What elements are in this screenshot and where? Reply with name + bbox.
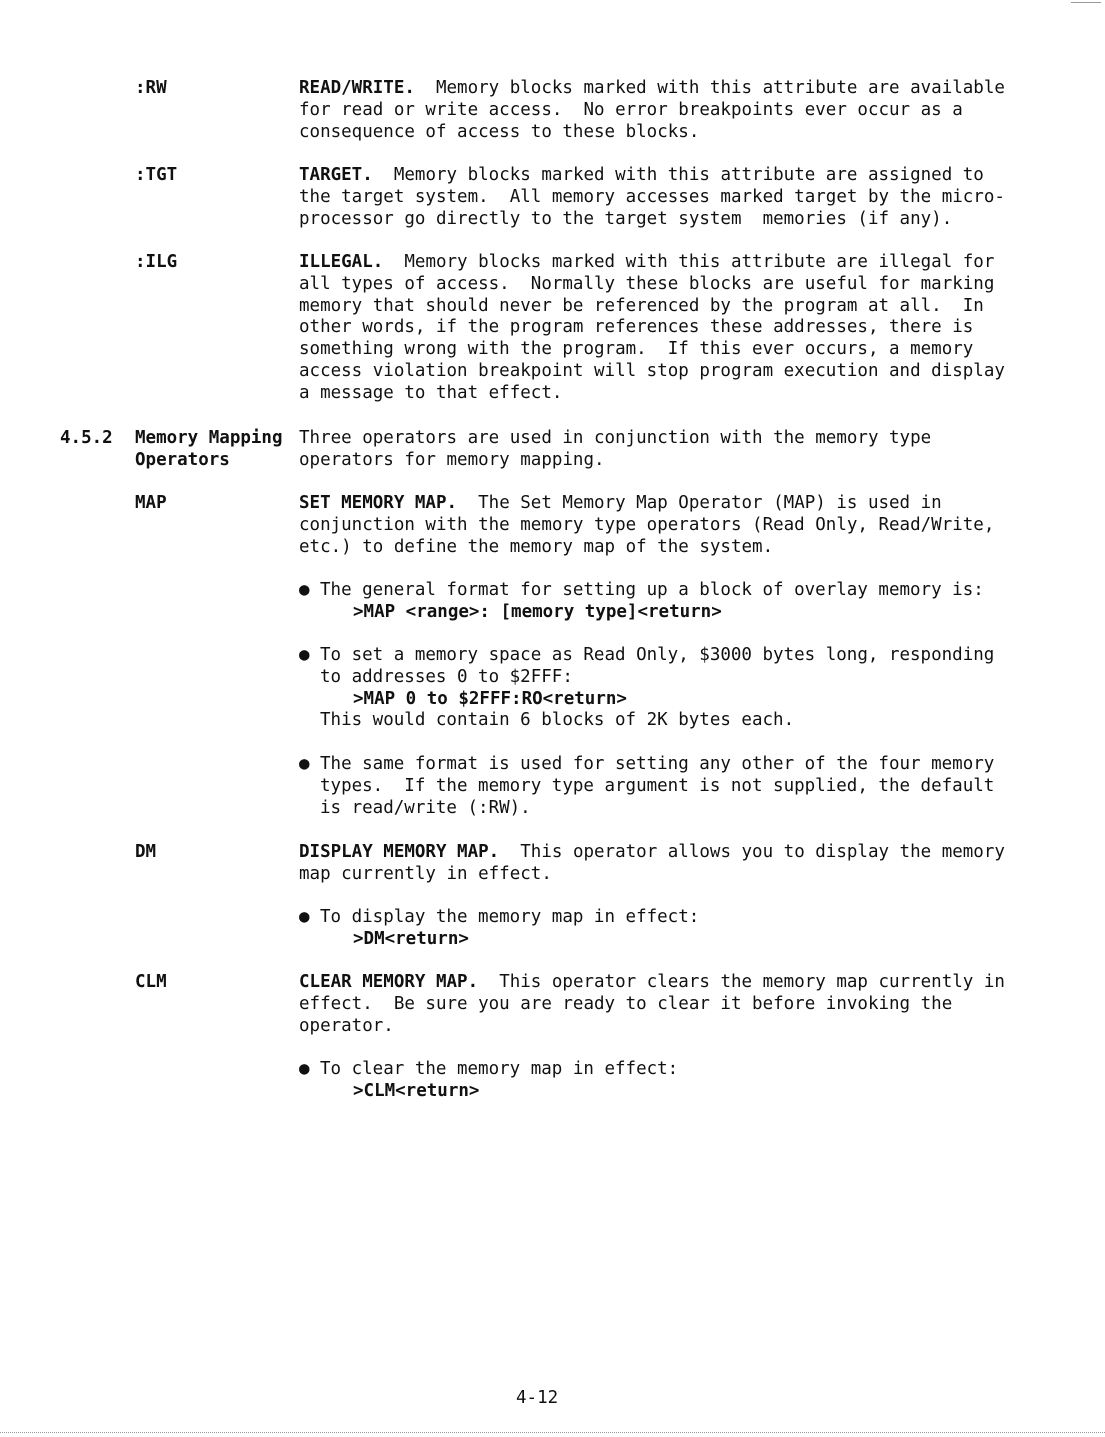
bullet-icon: ● (299, 754, 310, 774)
section-title-line: Operators (135, 449, 230, 470)
command-example: >MAP 0 to $2FFF:RO<return> (353, 688, 627, 709)
text-line: conjunction with the memory type operators (Read Only, Read/Write, (299, 514, 995, 535)
text-line: map currently in effect. (299, 863, 552, 884)
bullet-icon: ● (299, 907, 310, 927)
text-line: The Set Memory Map Operator (MAP) is used in (457, 493, 942, 513)
text-line: Memory blocks marked with this attribute are available (414, 78, 1005, 98)
text-line: something wrong with the program. If this ever occurs, a memory (299, 339, 974, 360)
text-line: The same format is used for setting any other of the four memory (320, 754, 995, 774)
command-example: >CLM<return> (353, 1080, 480, 1101)
text-line: Three operators are used in conjunction with the memory type (299, 428, 932, 448)
attr-label-rw: :RW (135, 78, 167, 98)
text-line: for read or write access. No error breakpoints ever occur as a (299, 99, 963, 120)
text-line: This operator clears the memory map currently in (478, 972, 1005, 992)
operator-label-map: MAP (135, 493, 167, 513)
text-line: The general format for setting up a block of overlay memory is: (320, 580, 984, 600)
operator-label-clm: CLM (135, 972, 167, 992)
command-example: >MAP <range>: [memory type]<return> (353, 601, 722, 622)
text-line: access violation breakpoint will stop program execution and display (299, 360, 1005, 381)
bullet-map-default (299, 754, 1027, 819)
text-line: other words, if the program references these addresses, there is (299, 317, 974, 338)
attr-label-tgt: :TGT (135, 165, 178, 185)
operator-heading-clm: CLEAR MEMORY MAP. (299, 972, 479, 992)
attr-label-ilg: :ILG (135, 252, 178, 272)
text-line: This operator allows you to display the memory (499, 842, 1005, 862)
text-line: processor go directly to the target system memories (if any). (299, 208, 953, 229)
text-line: to addresses 0 to $2FFF: (320, 666, 573, 687)
text-line: To set a memory space as Read Only, $3000 bytes long, responding (320, 645, 995, 665)
page-number: 4-12 (516, 1388, 559, 1408)
text-line: Memory blocks marked with this attribute are illegal for (383, 252, 995, 272)
section-title-line: Memory Mapping (135, 428, 283, 448)
bullet-dm-example (299, 907, 1027, 951)
text-line: operator. (299, 1015, 394, 1036)
attr-heading-rw: READ/WRITE. (299, 78, 415, 98)
attr-heading-tgt: TARGET. (299, 165, 373, 185)
text-line: To clear the memory map in effect: (320, 1059, 679, 1079)
top-edge-mark (1071, 2, 1101, 3)
text-line: To display the memory map in effect: (320, 907, 700, 927)
operator-desc-clm (299, 972, 1027, 1037)
text-line: Memory blocks marked with this attribute are assigned to (372, 165, 984, 185)
operator-heading-map: SET MEMORY MAP. (299, 493, 458, 513)
text-line: the target system. All memory accesses marked target by the micro- (299, 186, 1005, 207)
attr-heading-ilg: ILLEGAL. (299, 252, 384, 272)
operator-desc-dm (299, 842, 1027, 886)
text-line: consequence of access to these blocks. (299, 121, 700, 142)
text-line: This would contain 6 blocks of 2K bytes each. (320, 710, 795, 731)
operator-desc-map (299, 493, 1027, 558)
text-line: effect. Be sure you are ready to clear it before invoking the (299, 993, 953, 1014)
attr-desc-ilg (299, 252, 1027, 405)
section-intro (299, 428, 1027, 472)
operator-heading-dm: DISPLAY MEMORY MAP. (299, 842, 500, 862)
bottom-edge-rule (0, 1432, 1105, 1433)
command-example: >DM<return> (353, 928, 469, 949)
text-line: all types of access. Normally these blocks are useful for marking (299, 273, 995, 294)
text-line: etc.) to define the memory map of the system. (299, 536, 774, 557)
section-number: 4.5.2 (60, 428, 113, 448)
section-title (135, 428, 283, 472)
text-line: operators for memory mapping. (299, 449, 605, 470)
attr-desc-tgt (299, 165, 1027, 230)
bullet-map-format (299, 580, 1027, 624)
bullet-icon: ● (299, 645, 310, 665)
text-line: types. If the memory type argument is not supplied, the default (320, 775, 995, 796)
bullet-icon: ● (299, 580, 310, 600)
text-line: is read/write (:RW). (320, 797, 531, 818)
bullet-icon: ● (299, 1059, 310, 1079)
bullet-map-example (299, 645, 1027, 732)
operator-label-dm: DM (135, 842, 157, 862)
bullet-clm-example (299, 1059, 1027, 1103)
text-line: memory that should never be referenced by the program at all. In (299, 295, 984, 316)
text-line: a message to that effect. (299, 382, 563, 403)
attr-desc-rw (299, 78, 1027, 143)
